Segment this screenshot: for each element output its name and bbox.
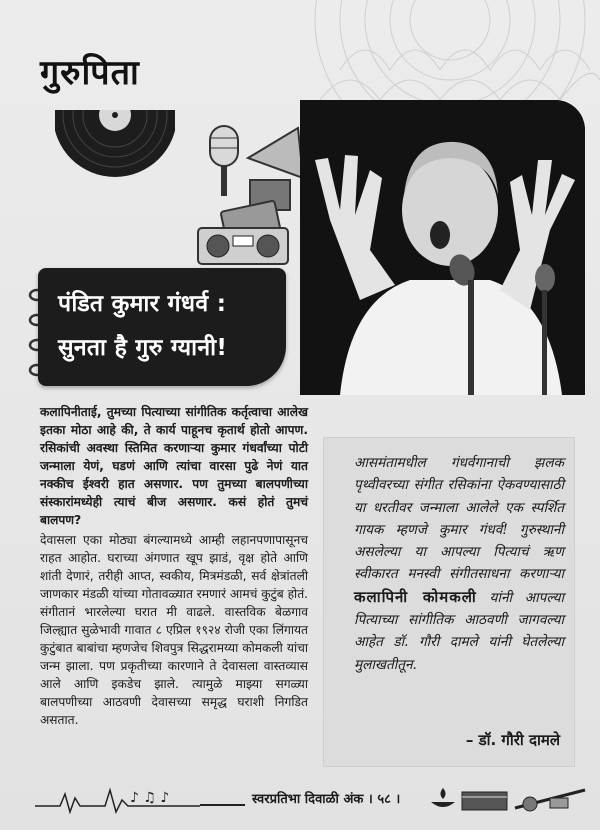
footer-rule-left xyxy=(200,804,245,806)
quote-part2: यांनी आपल्या पित्याच्या सांगीतिक आठवणी जागवल्या आहेत डॉ. गौरी दामले यांनी घेतलेल्या मुलाखतीतून. xyxy=(354,589,564,673)
mandala-decoration xyxy=(150,0,600,110)
author-attribution: – डॉ. गौरी दामले xyxy=(465,731,560,749)
interview-answer: देवासला एका मोठ्या बंगल्यामध्ये आम्ही लहानपणापासूनच राहत आहोत. घराच्या अंगणात खूप झाडं, वृक्ष होते आणि शांती देणारं, तरीही आप्त, स्वकीय, मित्रमंडळी, सर्व क्षेत्रांतली जाणकार मंडळी यांच्या गोतावळ्यात रमणारं आमचं कुटुंब होतं. संगीतानं भारलेल्या घरात मी वाढले. वास्तविक बेळगाव जिल्ह्यात सुळेभावी गावात ८ एप्रिल १९२४ रोजी एका लिंगायत कुटुंबात बाबांचा म्हणजेच शिवपुत्र सिद्धरामय्या कोमकली यांचा जन्म झाला. पण प्रकृतीच्या कारणाने ते देवासला वास्तव्यास आले आणि इकडेच झाले. त्यामुळे माझ्या सगळ्या बालपणीच्या आठवणी देवासच्या समृद्ध घराशी निगडित असतात. xyxy=(40,533,309,727)
vinyl-record-icon xyxy=(55,110,175,180)
microphone-icon xyxy=(210,126,238,196)
intro-quote-text xyxy=(354,452,564,676)
gramophone-icon xyxy=(248,128,303,210)
radio-icon xyxy=(198,228,288,264)
diya-lamp-icon xyxy=(428,786,458,812)
music-notes-icon xyxy=(30,784,200,814)
singer-photo xyxy=(300,100,585,395)
article-title-line1: पंडित कुमार गंधर्व : xyxy=(58,291,227,317)
retro-music-illustration xyxy=(188,118,308,268)
intro-quote-box xyxy=(323,437,575,767)
harmonium-icon xyxy=(460,784,590,814)
title-banner xyxy=(38,268,286,386)
quote-part1: आसमंतामधील गंधर्वगानाची झलक पृथ्वीवरच्या संगीत रसिकांना ऐकवण्यासाठी या धरतीवर जन्माला आलेले एक स्पर्शित गायक म्हणजे कुमार गंधर्व! गुरुस्थानी असलेल्या या आपल्या पित्याचं ऋण स्वीकारत मनस्वी संगीतसाधना करणाऱ्या xyxy=(354,455,564,583)
article-title-line2: सुनता है गुरु ग्यानी! xyxy=(58,335,228,361)
page-footer xyxy=(30,784,590,814)
quote-highlight-name: कलापिनी कोमकली xyxy=(354,587,477,606)
section-title: गुरुपिता xyxy=(40,53,140,93)
article-body xyxy=(40,403,308,729)
interview-question: कलापिनीताई, तुमच्या पित्याच्या सांगीतिक कर्तृत्वाचा आलेख इतका मोठा आहे की, ते कार्य पाहूनच कृतार्थ होतो आपण. रसिकांची अवस्था स्तिमित करणाऱ्या कुमार गंधर्वांच्या पोटी जन्माला येणं, घडणं आणि त्यांचा वारसा पुढे नेणं यात नक्कीच ईश्वरी हात असणार. पण तुमच्या बालपणीच्या संस्कारांमध्येही त्याचं बीज असणार. कसं होतं तुमचं बालपण? xyxy=(40,405,308,527)
footer-page-info: स्वरप्रतिभा दिवाळी अंक । ५८ । xyxy=(252,792,401,807)
svg-text:♪ ♫ ♪: ♪ ♫ ♪ xyxy=(130,790,170,806)
singer-illustration xyxy=(300,100,585,395)
